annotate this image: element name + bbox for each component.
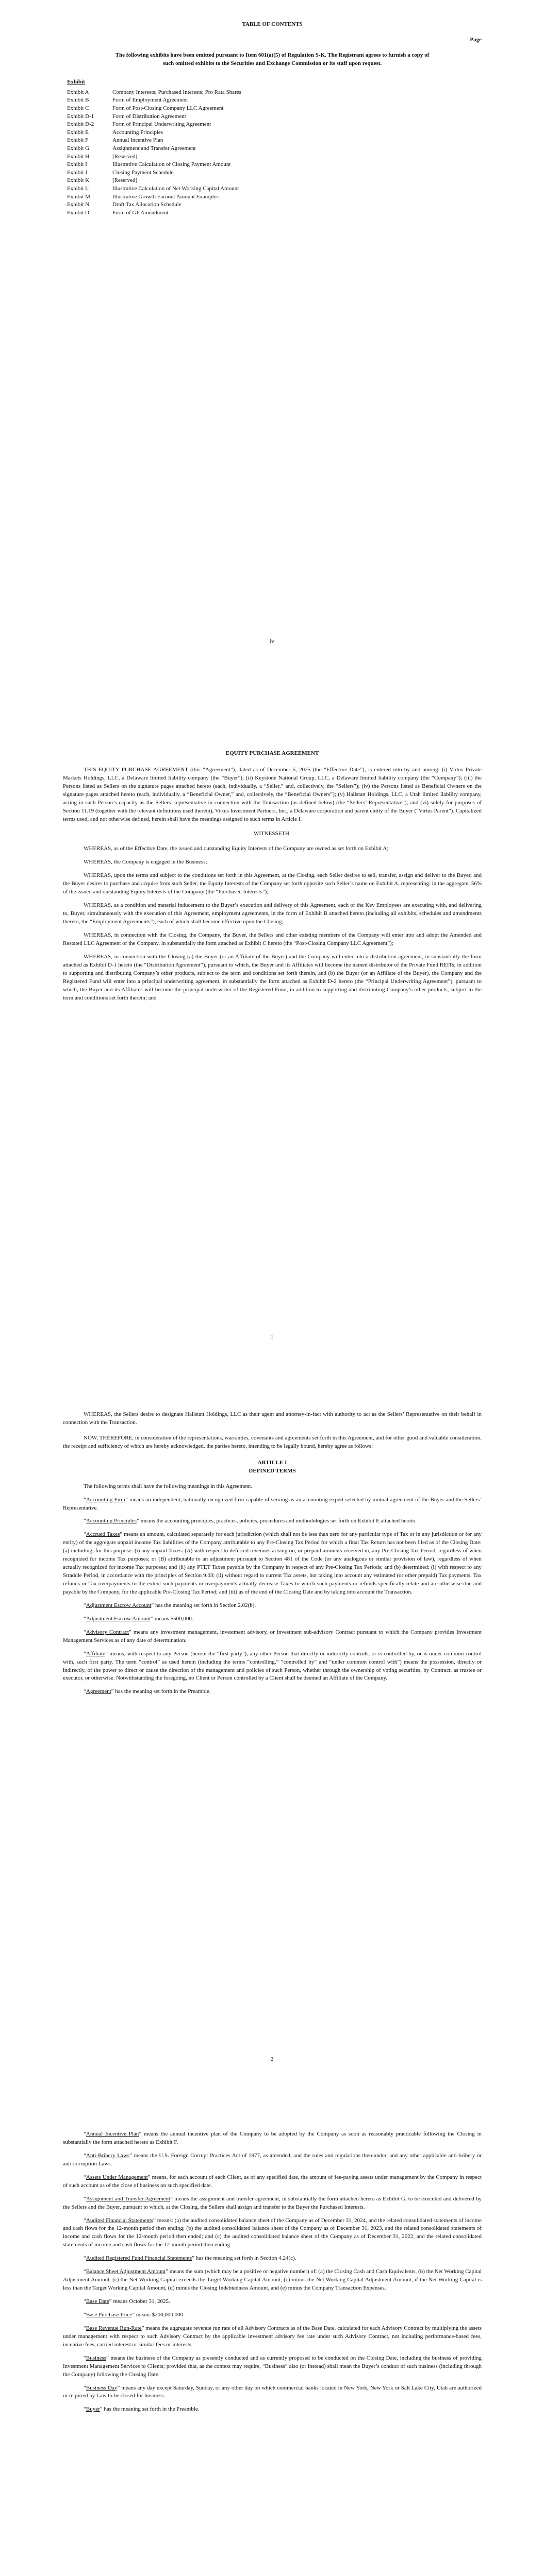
definition-text: means any day except Saturday, Sunday, or any other day on which commercial banks located in New York, New York or Salt Lake City, Utah are authorized or required by Law to be closed for business.: [63, 2384, 482, 2399]
page-number: 1: [270, 1334, 274, 1340]
exhibit-row: [67, 169, 241, 177]
definition: “Base Date” means October 31, 2025.: [84, 2298, 170, 2304]
definition-text: has the meaning set forth in Section 2.02(b).: [154, 1602, 256, 1608]
defined-term: Audited Registered Fund Financial Statements: [86, 2255, 192, 2262]
definition: “Audited Registered Fund Financial Statements” has the meaning set forth in Section 4.24(c).: [84, 2255, 296, 2262]
definition-text: means, for each account of each Client, as of any specified date, the amount of fee-paying assets under management by the Company in respect of such account as of the close of business on such specified date.: [63, 2174, 482, 2189]
toc-title: TABLE OF CONTENTS: [242, 21, 303, 27]
definition: “Anti-Bribery Laws” means the U.S. Foreign Corrupt Practices Act of 1977, as amended, and the rules and regulations thereunder, and any other applicable anti-bribery or anti-corruption Laws.: [63, 2152, 482, 2167]
exhibit-row: [67, 153, 241, 161]
defined-term: Advisory Contract: [86, 1629, 129, 1635]
definition-text: means $500,000.: [153, 1615, 193, 1622]
definition-text: means the annual incentive plan of the Company to be adopted by the Company as soon as reasonably practicable following the Closing in substantially the form attached hereto as Exhibit F.: [63, 2131, 482, 2145]
exhibit-id: Exhibit I: [67, 161, 87, 168]
definition-text: means the aggregate revenue run rate of all Advisory Contracts as of the Base Date, calculated for each Advisory Contract by multiplying the assets under management with respect to such Advisory Contract by the applicable investment advisory fee rate under such Advisory Contract, not including performance-based fees, incentive fees, carried interest or similar fees or interests.: [63, 2325, 482, 2348]
defined-term: Base Revenue Run-Rate: [86, 2325, 142, 2331]
definition: “Business Day” means any day except Saturday, Sunday, or any other day on which commercial banks located in New York, New York or Salt Lake City, Utah are authorized or required by Law to be closed for business.: [63, 2384, 482, 2399]
toc-page-label: Page: [470, 36, 482, 43]
definition-text: means the accounting principles, practices, policies, procedures and methodologies set forth on Exhibit E attached hereto.: [139, 1518, 417, 1524]
definition: “Advisory Contract” means any investment management, investment advisory, or investment sub-advisory Contract pursuant to which the Company provides Investment Management Services as of any date of determination.: [63, 1629, 482, 1643]
exhibit-title: Form of Principal Underwriting Agreement: [112, 121, 211, 128]
exhibit-row: [67, 121, 241, 129]
exhibit-id: Exhibit M: [67, 193, 90, 200]
definition-text: means: (a) the audited consolidated balance sheet of the Company as of December 31, 2024, and the related consolidated statements of income and cash flows for the 12-month period then ending; (b) the audited consolidated balance sheet of the Company as of December 31, 2023, and the related consolidated statements of income and cash flows for the 12-month period then ended; and (c) the audited consolidated balance sheet of the Company as of December 31, 2022, and the related consolidated statements of income and cash flows for the 12-month period then ending.: [63, 2217, 482, 2248]
recital: WHEREAS, in connection with the Closing, the Company, the Buyer, the Sellers and other existing members of the Company will enter into and adopt the Amended and Restated LLC Agreement of the Company, in substantially the form attached as Exhibit C hereto (the “Post-Closing Company LLC Agreement”);: [63, 931, 482, 946]
article-title: DEFINED TERMS: [249, 1467, 296, 1474]
definition-text: means the assignment and transfer agreement, in substantially the form attached hereto as Exhibit G, to be executed and delivered by the Sellers and the Buyer, pursuant to which, at the Closing, the Sellers shall assign and transfer to the Buyer the Purchased Interests.: [63, 2195, 482, 2210]
defined-term: Adjustment Escrow Account: [86, 1602, 152, 1608]
defined-term: Base Purchase Price: [86, 2311, 133, 2318]
definitions-intro: The following terms shall have the following meanings in this Agreement.: [84, 1483, 253, 1489]
definitions-list: [63, 2130, 482, 2414]
exhibit-id: Exhibit F: [67, 137, 89, 144]
defined-term: Anti-Bribery Laws: [86, 2152, 130, 2159]
exhibit-id: Exhibit J: [67, 169, 88, 176]
exhibit-title: Form of Employment Agreement: [112, 97, 188, 104]
exhibit-id: Exhibit D-1: [67, 113, 94, 120]
exhibit-id: Exhibit C: [67, 105, 89, 111]
defined-term: Accrued Taxes: [86, 1531, 120, 1538]
definition: “Accounting Principles” means the accounting principles, practices, policies, procedures and methodologies set forth on Exhibit E attached hereto.: [84, 1518, 417, 1524]
definition-text: means $200,000,000.: [134, 2311, 185, 2318]
exhibit-title: Form of GP Amendment: [112, 209, 169, 216]
page-2: [0, 1406, 544, 2110]
exhibit-id: Exhibit N: [67, 201, 90, 208]
exhibit-title: Illustrative Calculation of Net Working Capital Amount: [112, 185, 239, 192]
defined-term: Business Day: [86, 2384, 118, 2391]
definition: “Balance Sheet Adjustment Amount” means the sum (which may be a positive or negative number) of: (a) the Closing Cash and Cash Equivalents, (b) the Net Working Capital Adjustment Amount, (c) the Net Working Capital exceeds the Target Working Capital Amount, (c) minus the Net Working Capital Adjustment Amount, if the Net Working Capital is less than the Target Working Capital Amount, (d) minus the Closing Indebtedness Amount, and (e) minus the Company Transaction Expenses.: [63, 2268, 482, 2292]
exhibit-row: [67, 193, 241, 201]
defined-term: Balance Sheet Adjustment Amount: [86, 2268, 166, 2275]
definition: “Annual Incentive Plan” means the annual incentive plan of the Company to be adopted by the Company as soon as reasonably practicable following the Closing in substantially the form attached hereto as Exhibit F.: [63, 2131, 482, 2145]
exhibit-id: Exhibit K: [67, 177, 90, 184]
definition: “Business” means the business of the Company as presently conducted and as currently proposed to be conducted on the Closing Date, including the business of providing Investment Management Services to Clients; provided that, as the context may require, “Business” also (or instead) shall mean the Buyer’s conduct of such business (including through the Company) following the Closing Date.: [63, 2354, 482, 2378]
exhibit-id: Exhibit D-2: [67, 121, 94, 128]
defined-term: Annual Incentive Plan: [86, 2131, 139, 2137]
definition-text: has the meaning set forth in the Preamble.: [113, 1688, 211, 1695]
definition-text: means the sum (which may be a positive or negative number) of: (a) the Closing Cash and Cash Equivalents, (b) the Net Working Capital Adjustment Amount, (c) the Net Working Capital exceeds the Target Working Capital Amount, (c) minus the Net Working Capital Adjustment Amount, if the Net Working Capital is less than the Target Working Capital Amount, (d) minus the Closing Indebtedness Amount, and (e) minus the Company Transaction Expenses.: [63, 2268, 482, 2292]
definition-text: means, with respect to any Person (herein the “first party”), any other Person that directly or indirectly controls, or is controlled by, or is under common control with, such first party. The term “control” as used herein (including the terms “controlling,” “controlled by” and “under common control with”) means the possession, directly or indirectly, of the power to direct or cause the direction of the management and policies of such Person, whether through the ownership of voting securities, by Contract, as trustee or executor, or otherwise. Notwithstanding the foregoing, no Client or Person controlled by a Client shall be deemed an Affiliate of the Company.: [63, 1650, 482, 1682]
exhibit-id: Exhibit G: [67, 145, 90, 151]
defined-term: Audited Financial Statements: [86, 2217, 154, 2224]
exhibit-title: Form of Distribution Agreement: [112, 113, 186, 120]
exhibit-id: Exhibit O: [67, 209, 90, 216]
exhibit-row: [67, 89, 241, 97]
exhibit-row: [67, 161, 241, 169]
page-number: 2: [270, 2056, 274, 2062]
exhibit-title: Company Interests; Purchased Interests; Pro Rata Shares: [112, 89, 241, 95]
exhibit-id: Exhibit E: [67, 129, 89, 135]
definition: “Assets Under Management” means, for each account of each Client, as of any specified date, the amount of fee-paying assets under management by the Company in respect of such account as of the close of business on such specified date.: [63, 2174, 482, 2189]
exhibit-row: [67, 129, 241, 137]
defined-term: Agreement: [86, 1688, 111, 1695]
definition-text: has the meaning set forth in Section 4.24(c).: [194, 2255, 296, 2262]
defined-term: Adjustment Escrow Amount: [86, 1615, 151, 1622]
agreement-title: EQUITY PURCHASE AGREEMENT: [225, 750, 319, 756]
recital: WHEREAS, as of the Effective Date, the issued and outstanding Equity Interests of the Company are owned as set forth on Exhibit A;: [84, 845, 389, 852]
defined-term: Accounting Principles: [86, 1518, 137, 1524]
exhibit-row: [67, 145, 241, 153]
recital: WHEREAS, the Company is engaged in the Business;: [84, 859, 207, 866]
recitals: [63, 845, 482, 1002]
definition-text: means any investment management, investment advisory, or investment sub-advisory Contract pursuant to which the Company provides Investment Management Services as of any date of determination.: [63, 1629, 482, 1643]
exhibit-row: [67, 209, 241, 217]
exhibit-title: [Reserved]: [112, 153, 138, 160]
exhibit-row: [67, 137, 241, 145]
exhibit-title: Illustrative Calculation of Closing Payment Amount: [112, 161, 231, 168]
definitions-list: [63, 1496, 482, 1697]
defined-term: Business: [86, 2354, 107, 2361]
definition: “Accounting Firm” means an independent, nationally recognized firm capable of serving as an accounting expert selected by mutual agreement of the Buyer and the Sellers’ Representative.: [63, 1496, 482, 1511]
definition: “Agreement” has the meaning set forth in the Preamble.: [84, 1688, 211, 1695]
toc-intro: The following exhibits have been omitted pursuant to Item 601(a)(5) of Regulation S-K. The Registrant agrees to furnish a copy of such omitted exhibits to the Securities and Exchange Commission or its staff upon request.: [115, 52, 430, 66]
toc-page: [0, 0, 544, 703]
definition-text: means October 31, 2025.: [111, 2298, 170, 2304]
page-3: [0, 2110, 544, 2576]
preamble: THIS EQUITY PURCHASE AGREEMENT (this “Agreement”), dated as of December 5, 2025 (the “Effective Date”), is entered into by and among: (i) Virtus Private Markets Holdings, LLC, a Delaware limited liability company (the “Buyer”); (ii) Keystone National Group, LLC, a Delaware limited liability company (the “Company”); (iii) the Persons listed as Sellers on the signature pages attached hereto (each, individually, a “Seller,” and, collectively, the “Sellers”); (iv) the Persons listed as Beneficial Owners on the signature pages attached hereto (each, individually, a “Beneficial Owner,” and, collectively, the “Beneficial Owners”); (v) Hallstatt Holdings, LLC, a Utah limited liability company, acting in such Person’s capacity as the Sellers’ representative in connection with the Transaction (as defined below) (the “Sellers’ Representative”); and (vi) solely for purposes of Section 11.19 (together with the relevant definitions used therein), Virtus Investment Partners, Inc., a Delaware corporation and parent entity of the Buyer (“Virtus Parent”). Capitalized terms used, and not otherwise defined, herein shall have the meanings assigned to such terms in Article I.: [63, 766, 482, 822]
recital: WHEREAS, as a condition and material inducement to the Buyer’s execution and delivery of this Agreement, each of the Key Employees are executing with, and delivering to, Buyer, simultaneously with the execution of this Agreement, employment agreements, in the form of Exhibit B attached hereto (including all exhibits, schedules and amendments thereto, the “Employment Agreements”), each of which shall become effective upon the Closing;: [63, 902, 482, 925]
definition-text: means an independent, nationally recognized firm capable of serving as an accounting expert selected by mutual agreement of the Buyer and the Sellers’ Representative.: [63, 1496, 482, 1511]
defined-term: Buyer: [86, 2406, 100, 2413]
defined-term: Base Date: [86, 2298, 109, 2304]
exhibit-row: [67, 185, 241, 193]
definition: “Base Purchase Price” means $200,000,000.: [84, 2311, 185, 2318]
exhibit-title: Illustrative Growth Earnout Amount Examples: [112, 193, 219, 200]
definition-text: means an amount, calculated separately for each jurisdiction (which shall not be less than zero for any particular type of Tax or in any jurisdiction or for any entity) of the aggregate unpaid income Tax liabilities of the Company attributable to any Pre-Closing Tax Period for which a final Tax Return has not been filed as of the Closing Date: (a) including, for this purpose: (i) any unpaid Taxes: (A) with respect to deferred revenues arising on, or prepaid amounts received in, any Pre-Closing Tax Period, regardless of when recognized for income Tax purposes; or (B) attributable to an adjustment pursuant to Section 481 of the Code (or any analogous or similar provision of law), regardless of when actually recognized for income Tax purposes; and (ii) any PTET Taxes payable by the Company in respect of any Pre-Closing Tax Periods; and (b) determined: (i) with respect to any Straddle Period, in accordance with the principles of Section 9.03; (ii) without regard to current Tax assets, but taking into account any estimated (or other prepaid) Tax payments, Tax refunds or Tax overpayments to the extent such payments or overpayments actually decrease Taxes to which such payments or refunds specifically relate and are otherwise due and payable by the Company, for the applicable Pre-Closing Tax Period; and (iii) as of the end of the Closing Date and by taking into account the Transaction.: [63, 1531, 482, 1595]
definition-text: means the business of the Company as presently conducted and as currently proposed to be conducted on the Closing Date, including the business of providing Investment Management Services to Clients; provided that, as the context may require, “Business” also (or instead) shall mean the Buyer’s conduct of such business (including through the Company) following the Closing Date.: [63, 2354, 482, 2378]
definition: “Adjustment Escrow Account” has the meaning set forth in Section 2.02(b).: [84, 1602, 256, 1608]
exhibit-row: [67, 201, 241, 209]
definition: “Accrued Taxes” means an amount, calculated separately for each jurisdiction (which shall not be less than zero for any particular type of Tax or in any jurisdiction or for any entity) of the aggregate unpaid income Tax liabilities of the Company attributable to any Pre-Closing Tax Period for which a final Tax Return has not been filed as of the Closing Date: (a) including, for this purpose: (i) any unpaid Taxes: (A) with respect to deferred revenues arising on, or prepaid amounts received in, any Pre-Closing Tax Period, regardless of when recognized for income Tax purposes; or (B) attributable to an adjustment pursuant to Section 481 of the Code (or any analogous or similar provision of law), regardless of when actually recognized for income Tax purposes; and (ii) any PTET Taxes payable by the Company in respect of any Pre-Closing Tax Periods; and (b) determined: (i) with respect to any Straddle Period, in accordance with the principles of Section 9.03; (ii) without regard to current Tax assets, but taking into account any estimated (or other prepaid) Tax payments, Tax refunds or Tax overpayments to the extent such payments or overpayments actually decrease Taxes to which such payments or refunds specifically relate and are otherwise due and payable by the Company, for the applicable Pre-Closing Tax Period; and (iii) as of the end of the Closing Date and by taking into account the Transaction.: [63, 1531, 482, 1595]
definition-text: means the U.S. Foreign Corrupt Practices Act of 1977, as amended, and the rules and regulations thereunder, and any other applicable anti-bribery or anti-corruption Laws.: [63, 2152, 482, 2167]
exhibit-heading: Exhibit: [67, 78, 85, 85]
definition: “Base Revenue Run-Rate” means the aggregate revenue run rate of all Advisory Contracts as of the Base Date, calculated for each Advisory Contract by multiplying the assets under management with respect to such Advisory Contract by the applicable investment advisory fee rate under such Advisory Contract, not including performance-based fees, incentive fees, carried interest or similar fees or interests.: [63, 2325, 482, 2348]
exhibit-list: [67, 89, 241, 217]
exhibit-row: [67, 96, 241, 105]
exhibit-title: Form of Post-Closing Company LLC Agreement: [112, 105, 224, 111]
definition-text: has the meaning set forth in the Preamble.: [102, 2406, 200, 2413]
exhibit-id: Exhibit H: [67, 153, 90, 160]
recital-continued: WHEREAS, the Sellers desire to designate Hallstatt Holdings, LLC as their agent and attorney-in-fact with authority to act as the Sellers’ Representative on their behalf in connection with the Transaction.: [63, 1411, 482, 1426]
exhibit-id: Exhibit A: [67, 89, 89, 95]
exhibit-title: Accounting Principles: [112, 129, 163, 135]
exhibit-title: Closing Payment Schedule: [112, 169, 174, 176]
now-therefore: NOW, THEREFORE, in consideration of the representations, warranties, covenants and agreements set forth in this Agreement, and for other good and valuable consideration, the receipt and sufficiency of which are hereby acknowledged, the parties hereto, intending to be legally bound, hereby agree as follows:: [63, 1434, 482, 1449]
exhibit-title: Annual Incentive Plan: [112, 137, 163, 144]
definition: “Assignment and Transfer Agreement” means the assignment and transfer agreement, in substantially the form attached hereto as Exhibit G, to be executed and delivered by the Sellers and the Buyer, pursuant to which, at the Closing, the Sellers shall assign and transfer to the Buyer the Purchased Interests.: [63, 2195, 482, 2210]
article-number: ARTICLE I: [257, 1459, 287, 1466]
exhibit-title: Assignment and Transfer Agreement: [112, 145, 196, 151]
definition: “Affiliate” means, with respect to any Person (herein the “first party”), any other Person that directly or indirectly controls, or is controlled by, or is under common control with, such first party. The term “control” as used herein (including the terms “controlling,” “controlled by” and “under common control with”) means the possession, directly or indirectly, of the power to direct or cause the direction of the management and policies of such Person, whether through the ownership of voting securities, by Contract, as trustee or executor, or otherwise. Notwithstanding the foregoing, no Client or Person controlled by a Client shall be deemed an Affiliate of the Company.: [63, 1650, 482, 1682]
defined-term: Assets Under Management: [86, 2174, 148, 2180]
exhibit-row: [67, 177, 241, 185]
exhibit-title: [Reserved]: [112, 177, 138, 184]
exhibit-title: Draft Tax Allocation Schedule: [112, 201, 182, 208]
exhibit-row: [67, 105, 241, 113]
definition: “Adjustment Escrow Amount” means $500,000.: [84, 1615, 193, 1622]
defined-term: Accounting Firm: [86, 1496, 125, 1503]
exhibit-id: Exhibit B: [67, 97, 89, 104]
page-number: iv: [270, 638, 274, 645]
definition: “Audited Financial Statements” means: (a) the audited consolidated balance sheet of the Company as of December 31, 2024, and the related consolidated statements of income and cash flows for the 12-month period then ending; (b) the audited consolidated balance sheet of the Company as of December 31, 2023, and the related consolidated statements of income and cash flows for the 12-month period then ended; and (c) the audited consolidated balance sheet of the Company as of December 31, 2022, and the related consolidated statements of income and cash flows for the 12-month period then ending.: [63, 2217, 482, 2248]
recital: WHEREAS, in connection with the Closing (a) the Buyer (or an Affiliate of the Buyer) and the Company will enter into a distribution agreement, in substantially the form attached as Exhibit D-1 hereto (the “Distribution Agreement”), pursuant to which, the Buyer and its Affiliates will become the named distributor of the Private Fund REITs, in addition to supporting and distributing Company’s other products, subject to the term and conditions set forth therein, and (b) the Buyer (or an Affiliate of the Buyer), the Company and the Registered Fund will enter into a principal underwriting agreement, in substantially the form attached as Exhibit D-2 hereto (the “Principal Underwriting Agreement”), pursuant to which, the Buyer and its Affiliates will become the principal underwriter of the Registered Fund, in addition to supporting and distributing Company’s other products, subject to the term and conditions set forth therein; and: [63, 953, 482, 1001]
defined-term: Affiliate: [86, 1650, 105, 1657]
witnesseth: WITNESSETH:: [253, 830, 291, 837]
page-1: [0, 703, 544, 1406]
definition: “Buyer” has the meaning set forth in the Preamble.: [84, 2406, 200, 2413]
exhibit-row: [67, 113, 241, 121]
exhibit-id: Exhibit L: [67, 185, 89, 192]
defined-term: Assignment and Transfer Agreement: [86, 2195, 171, 2202]
recital: WHEREAS, upon the terms and subject to the conditions set forth in this Agreement, at the Closing, each Seller desires to sell, transfer, assign and deliver to the Buyer, and the Buyer desires to purchase and acquire from such Seller, the Equity Interests of the Company set forth opposite such Seller’s name on Exhibit A, representing, in the aggregate, 56% of the issued and outstanding Equity Interests of the Company (the “Purchased Interests”);: [63, 872, 482, 895]
